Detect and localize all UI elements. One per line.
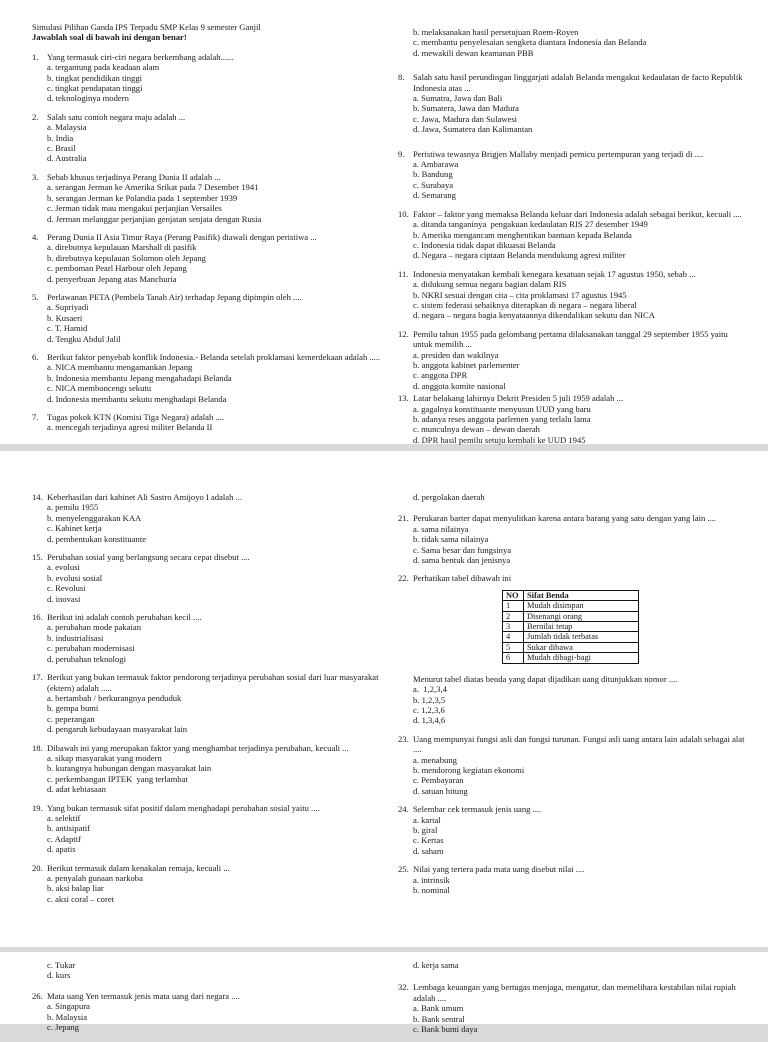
answer-option: b. tingkat pendidikan tinggi — [47, 72, 142, 83]
document-page-1 — [0, 0, 768, 444]
answer-option: a. Singapura — [47, 1001, 90, 1012]
question-number: 7. — [32, 412, 39, 422]
question-text-continued: (ektern) adalah ..... — [47, 682, 112, 693]
document-instruction: Jawablah soal di bawah ini dengan benar! — [32, 32, 187, 43]
answer-option: a. Ambarawa — [413, 159, 459, 170]
table-row — [503, 632, 639, 642]
answer-option: d. satuan hitung — [413, 785, 468, 796]
table-cell: 6 — [503, 653, 524, 663]
question-number: 18. — [32, 742, 43, 753]
question-number: 24. — [398, 804, 409, 815]
answer-option: a. serangan Jerman ke Amerika Srikat pada 7 Desember 1941 — [47, 182, 259, 193]
question-31-continued — [398, 960, 754, 970]
table-cell: 5 — [503, 642, 524, 652]
question-text: Pemilu tahun 1955 pada gelombang pertama dilaksanakan tanggal 29 september 1955 yaitu — [413, 328, 728, 339]
table-cell: Bernilai tetap — [524, 622, 639, 632]
table-row — [503, 601, 639, 611]
answer-option: c. sistem federasi sebaiknya diterapkan di negara – negara liberal — [413, 299, 637, 310]
question-text: Uang mempunyai fungsi asli dan fungsi turunan. Fungsi asli uang antara lain adalah sebagai alat — [413, 733, 745, 744]
answer-option: c. Kertas — [413, 835, 444, 846]
question-text: Perubahan sosial yang berlangsung secara cepat disebut .... — [47, 552, 250, 563]
answer-option: c. peperangan — [47, 713, 95, 724]
table-row — [503, 653, 639, 663]
answer-option: a. tergantung pada keadaan alam — [47, 62, 160, 73]
question-11 — [398, 269, 754, 321]
answer-option: c. Bank bumi daya — [413, 1024, 478, 1035]
question-number: 1. — [32, 51, 39, 62]
answer-option: c. Kabinet kerja — [47, 523, 102, 534]
page3-right-column — [398, 960, 754, 1042]
answer-option: b. Bandung — [413, 169, 453, 180]
question-22 — [398, 573, 754, 725]
answer-option: b. tidak sama nilainya — [413, 534, 489, 545]
answer-option: b. NKRI sesuai dengan cita – cita proklamasi 17 agustus 1945 — [413, 289, 627, 300]
question-text-continued: Indonesia atas ... — [413, 82, 471, 93]
question-text: Nilai yang tertera pada mata uang disebut nilai .... — [413, 864, 585, 875]
question-number: 32. — [398, 982, 409, 993]
answer-option: d. negara – negara bagia kenyataannya dikendalikan sekutu dan NICA — [413, 310, 655, 321]
table-cell: 2 — [503, 611, 524, 621]
answer-option: b. gempa bumi — [47, 703, 99, 714]
answer-option: a. bertambah / berkurangnya penduduk — [47, 692, 182, 703]
question-number: 16. — [32, 612, 43, 623]
question-text: Perukaran barter dapat menyulitkan karena antara barang yang satu dengan yang lain .... — [413, 513, 717, 524]
question-text: Salah satu hasil perundingan linggarjati adalah Belanda mengakui kedaulatan de facto Republik — [413, 72, 743, 83]
question-23 — [398, 734, 754, 796]
question-text-continued: adalah .... — [413, 992, 447, 1003]
question-number: 13. — [398, 393, 409, 404]
question-26 — [32, 991, 392, 1033]
answer-option: a. perubahan mode pakaian — [47, 622, 142, 633]
question-number: 8. — [398, 72, 405, 83]
table-cell: Mudah dibagi-bagi — [524, 653, 639, 663]
question-number: 23. — [398, 733, 409, 744]
question-text: Perhatikan tabel dibawah ini — [413, 573, 512, 584]
answer-option: a. mencegah terjadinya agresi militer Belanda II — [47, 422, 213, 433]
answer-option: a. NICA membantu mengamankan Jepang — [47, 362, 193, 373]
question-20-continued — [398, 492, 754, 502]
answer-option: b. mendorong kegiatan ekonomi — [413, 764, 525, 775]
answer-option: b. Sumatera, Jawa dan Madura — [413, 103, 519, 114]
question-number: 19. — [32, 802, 43, 813]
answer-option: b. adanya reses anggota parlemen yang terlalu lama — [413, 414, 591, 424]
answer-option: a. evolusi — [47, 562, 80, 573]
question-4 — [32, 232, 392, 284]
page2-right-column — [398, 492, 754, 903]
question-21 — [398, 513, 754, 565]
answer-option: d. Jerman melanggar perjanjian genjatan senjata dengan Rusia — [47, 213, 262, 224]
answer-option: d. saham — [413, 845, 444, 856]
question-number: 26. — [32, 990, 43, 1001]
question-20 — [32, 863, 392, 905]
answer-option: c. Sama besar dan fungsinya — [413, 544, 512, 555]
question-number: 22. — [398, 573, 409, 584]
question-16 — [32, 612, 392, 664]
answer-option: b. industrialisasi — [47, 632, 104, 643]
answer-option: c. Jepang — [47, 1022, 79, 1033]
question-6 — [32, 352, 392, 404]
answer-option: a. Bank umum — [413, 1003, 464, 1014]
answer-option: c. munculnya dewan – dewan daerah — [413, 424, 540, 435]
answer-option: c. perubahan modernisasi — [47, 643, 135, 654]
question-25-continued — [32, 960, 392, 981]
answer-option: d. pengaruh kebudayaan masyarakat lain — [47, 724, 188, 735]
table-cell: Mudah disimpan — [524, 601, 639, 611]
answer-option: d. pembentukan konstituante — [47, 533, 147, 544]
question-number: 9. — [398, 148, 405, 159]
question-text: Peristiwa tewasnya Brigjen Mallaby menjadi pemicu pertempuran yang terjadi di .... — [413, 148, 704, 159]
answer-option: c. T. Hamid — [47, 323, 88, 334]
question-7-continued — [398, 27, 754, 58]
answer-option: a. intrinsik — [413, 874, 450, 885]
sifat-benda-table — [502, 590, 639, 664]
answer-option: d. kerja sama — [413, 960, 459, 970]
answer-option: c. Indonesia tidak dapat dikuasai Belanda — [413, 239, 556, 250]
question-19 — [32, 803, 392, 855]
answer-option: a. didukung semua negara bagian dalam RIS — [413, 279, 567, 290]
answer-option: d. perubahan teknologi — [47, 653, 126, 664]
answer-option: c. 1,2,3,6 — [413, 704, 445, 715]
question-text: Dibawah ini yang merupakan faktor yang menghambat terjadinya perubahan, kecuali ... — [47, 742, 349, 753]
answer-option: c. anggota DPR — [413, 370, 468, 381]
answer-option: b. aksi balap liar — [47, 883, 104, 894]
answer-option: b. evolusi sosial — [47, 572, 103, 583]
answer-option: a. direbutnya kepulauan Marshall di pasifik — [47, 242, 197, 253]
question-text-continued: .... — [413, 744, 422, 755]
question-text-continued: Menurut tabel diatas benda yang dapat dijadikan uang ditunjukkan nomor .... — [413, 673, 678, 684]
question-number: 3. — [32, 171, 39, 182]
answer-option: d. penyerbuan Jepang atas Manchuria — [47, 273, 177, 284]
answer-option: d. mewakili dewan keamanan PBB — [413, 47, 534, 58]
question-text: Yang termasuk ciri-ciri negara berkembang adalah...... — [47, 51, 234, 62]
answer-option: c. NICA memboncengı sekutu — [47, 383, 152, 394]
answer-option: a. sama nilainya — [413, 523, 469, 534]
table-cell: 3 — [503, 622, 524, 632]
question-text: Berikut yang bukan termasuk faktor pendorong terjadinya perubahan sosial dari luar masyarakat — [47, 672, 379, 683]
answer-option: d. teknologinya modern — [47, 93, 129, 104]
table-header-no: NO — [503, 590, 524, 600]
table-cell: Sukar dibawa — [524, 642, 639, 652]
question-number: 12. — [398, 328, 409, 339]
question-17 — [32, 672, 392, 734]
question-text: Faktor – faktor yang memaksa Belanda keluar dari Indonesia adalah sebagai berikut, kecuali .... — [413, 208, 742, 219]
answer-option: c. pemboman Pearl Harbour oleh Jepang — [47, 263, 187, 274]
table-cell: Disenangi orang — [524, 611, 639, 621]
answer-option: d. kurs — [47, 970, 71, 981]
question-5 — [32, 292, 392, 344]
answer-option: b. direbutnya kepulauan Solomon oleh Jepang — [47, 252, 206, 263]
answer-option: a. sikap masyarakat yang modern — [47, 752, 162, 763]
question-text: Sebab khusus terjadinya Perang Dunia II adalah ... — [47, 171, 221, 182]
question-15 — [32, 552, 392, 604]
table-header-sifat: Sifat Benda — [524, 590, 639, 600]
question-number: 5. — [32, 291, 39, 302]
answer-option: b. menyelenggarakan KAA — [47, 512, 142, 523]
page1-right-column — [398, 27, 754, 453]
question-number: 17. — [32, 672, 43, 683]
answer-option: c. Jerman tidak mau mengakui perjanjian Versailes — [47, 203, 222, 214]
question-number: 10. — [398, 208, 409, 219]
table-row — [503, 642, 639, 652]
answer-option: c. Jawa, Madura dan Sulawesi — [413, 113, 518, 124]
question-2 — [32, 112, 392, 164]
question-3 — [32, 172, 392, 224]
answer-option: d. apatis — [47, 844, 76, 855]
answer-option: c. Adaptif — [47, 833, 81, 844]
question-24 — [398, 804, 754, 856]
question-number: 6. — [32, 351, 39, 362]
answer-option: d. anggota komite nasional — [413, 380, 506, 391]
answer-option: d. inovasi — [47, 593, 81, 604]
table-cell: 1 — [503, 601, 524, 611]
answer-option: a. penyalah gunaan narkoba — [47, 873, 143, 883]
question-text: Salah satu contoh negara maju adalah ... — [47, 111, 186, 122]
answer-option: c. Brasil — [47, 143, 76, 154]
question-number: 20. — [32, 862, 43, 873]
page1-left-column — [32, 22, 392, 441]
question-13 — [398, 393, 754, 445]
answer-option: a. Sumatra, Jawa dan Bali — [413, 93, 503, 104]
answer-option: d. Australia — [47, 153, 87, 164]
answer-option: d. Tengku Abdul Jalil — [47, 333, 121, 344]
question-text: Latar belakang lahirnya Dekrit Presiden 5 juli 1959 adalah ... — [413, 393, 624, 404]
question-8 — [398, 72, 754, 134]
answer-option: b. giral — [413, 824, 438, 835]
question-text: Mata uang Yen termasuk jenis mata uang dari negara .... — [47, 990, 240, 1001]
answer-option: b. Bank sentral — [413, 1013, 465, 1024]
answer-option: b. melaksanakan hasil persetujuan Roem-Royen — [413, 27, 579, 37]
table-cell: Jumlah tidak terbatas — [524, 632, 639, 642]
question-1 — [32, 52, 392, 104]
question-text: Berikut faktor penyebab konflik Indonesia.- Belanda setelah proklamasi kemerdekaan adalah ..... — [47, 351, 381, 362]
question-number: 14. — [32, 492, 43, 502]
question-text: Perang Dunia II Asia Timur Raya (Perang Pasifik) diawali dengan peristiwa ... — [47, 231, 317, 242]
answer-option: c. aksi coral – coret — [47, 893, 115, 904]
answer-option: d. Jawa, Sumatera dan Kalimantan — [413, 124, 533, 135]
answer-option: c. membantu penyelesaian sengketa diantara Indonesia dan Belanda — [413, 37, 647, 48]
question-number: 11. — [398, 268, 409, 279]
answer-option: b. antisipatif — [47, 823, 90, 834]
question-number: 21. — [398, 513, 409, 524]
answer-option: c. Tukar — [47, 960, 76, 970]
question-number: 4. — [32, 231, 39, 242]
question-text: Perlawanan PETA (Pembela Tanah Air) terhadap Jepang dipimpin oleh .... — [47, 291, 302, 302]
answer-option: d. sama bentuk dan jenisnya — [413, 555, 511, 566]
table-header-row — [503, 590, 639, 600]
answer-option: a. pemilu 1955 — [47, 502, 99, 513]
answer-option: c. Pembayaran — [413, 775, 464, 786]
document-page-2 — [0, 451, 768, 947]
question-7 — [32, 412, 392, 433]
table-row — [503, 611, 639, 621]
answer-option: a. Malaysia — [47, 122, 87, 133]
question-18 — [32, 743, 392, 795]
answer-option: c. perkembangan IPTEK yang terlambat — [47, 773, 188, 784]
answer-option: b. India — [47, 132, 74, 143]
question-text: Berikut termasuk dalam kenakalan remaja, kecuali ... — [47, 862, 230, 873]
answer-option: b. kurangnya hubungan dengan masyarakat lain — [47, 763, 212, 774]
answer-option: c. Revolusi — [47, 583, 86, 594]
question-text: Keberhasilan dari kabinet Ali Sastro Amijoyo I adalah ... — [47, 492, 242, 502]
answer-option: b. serangan Jerman ke Polandia pada 1 september 1939 — [47, 192, 238, 203]
answer-option: b. Malaysia — [47, 1011, 88, 1022]
table-cell: 4 — [503, 632, 524, 642]
question-10 — [398, 209, 754, 261]
question-text: Tugas pokok KTN (Komisi Tiga Negara) adalah .... — [47, 412, 225, 422]
question-text: Berikut ini adalah contoh perubahan kecil .... — [47, 612, 202, 623]
question-text: Lembaga keuangan yang bertugas menjaga, mengatur, dan memelihara kestabilan nilai rupiah — [413, 982, 736, 993]
answer-option: d. pergolakan daerah — [413, 492, 485, 502]
page2-left-column — [32, 492, 392, 912]
question-text: Indonesia menyatakan kembali kenegara kesatuan sejak 17 agustus 1950, sebab ... — [413, 268, 696, 279]
answer-option: a. 1,2,3,4 — [413, 684, 447, 695]
question-text: Selembar cek termasuk jenis uang .... — [413, 804, 542, 815]
question-text: Yang bukan termasuk sifat positif dalam menghadapi perubahan sosial yaitu .... — [47, 802, 320, 813]
answer-option: b. nominal — [413, 885, 450, 895]
document-title: Simulasi Pilihan Ganda IPS Terpadu SMP Kelas 9 semester Ganjil — [32, 22, 261, 32]
answer-option: d. 1,3,4,6 — [413, 715, 446, 726]
answer-option: a. presiden dan wakilnya — [413, 349, 499, 360]
answer-option: d. Negara – negara ciptaan Belanda mendukung agresi militer — [413, 250, 626, 261]
question-12 — [398, 329, 754, 391]
answer-option: d. Indonesia membantu sekutu menghadapi Belanda — [47, 393, 227, 404]
question-32 — [398, 982, 754, 1034]
answer-option: b. Kusaeri — [47, 312, 83, 323]
answer-option: d. DPR hasil pemilu setuju kembali ke UUD 1945 — [413, 434, 586, 445]
answer-option: a. menabung — [413, 754, 457, 765]
answer-option: b. Amerika mengancam menghentikan bantuan kepada Belanda — [413, 229, 632, 240]
question-number: 15. — [32, 552, 43, 563]
answer-option: b. Indonesia membantu Jepang mengahadapi Belanda — [47, 372, 232, 383]
question-text-continued: untuk memilih ... — [413, 339, 472, 350]
answer-option: c. Surabaya — [413, 179, 454, 190]
answer-option: a. selektif — [47, 812, 81, 823]
question-14 — [32, 492, 392, 544]
answer-option: a. Supriyadi — [47, 302, 89, 313]
answer-option: c. tingkat pendapatan tinggi — [47, 83, 143, 94]
answer-option: a. gagalnya konstituante menyusun UUD yang baru — [413, 403, 591, 414]
table-row — [503, 622, 639, 632]
question-number: 25. — [398, 864, 409, 875]
page3-left-column — [32, 960, 392, 1040]
answer-option: d. adat kebiasaan — [47, 784, 106, 795]
answer-option: d. Semarang — [413, 190, 456, 201]
question-9 — [398, 149, 754, 201]
answer-option: b. anggota kabinet parlementer — [413, 359, 520, 370]
answer-option: b. 1,2,3,5 — [413, 694, 446, 705]
answer-option: a. ditanda tanganinya pengakuan kedaulatan RIS 27 desember 1949 — [413, 219, 648, 230]
answer-option: a. kartal — [413, 814, 441, 825]
document-page-3 — [0, 952, 768, 1035]
question-25 — [398, 864, 754, 895]
question-number: 2. — [32, 111, 39, 122]
